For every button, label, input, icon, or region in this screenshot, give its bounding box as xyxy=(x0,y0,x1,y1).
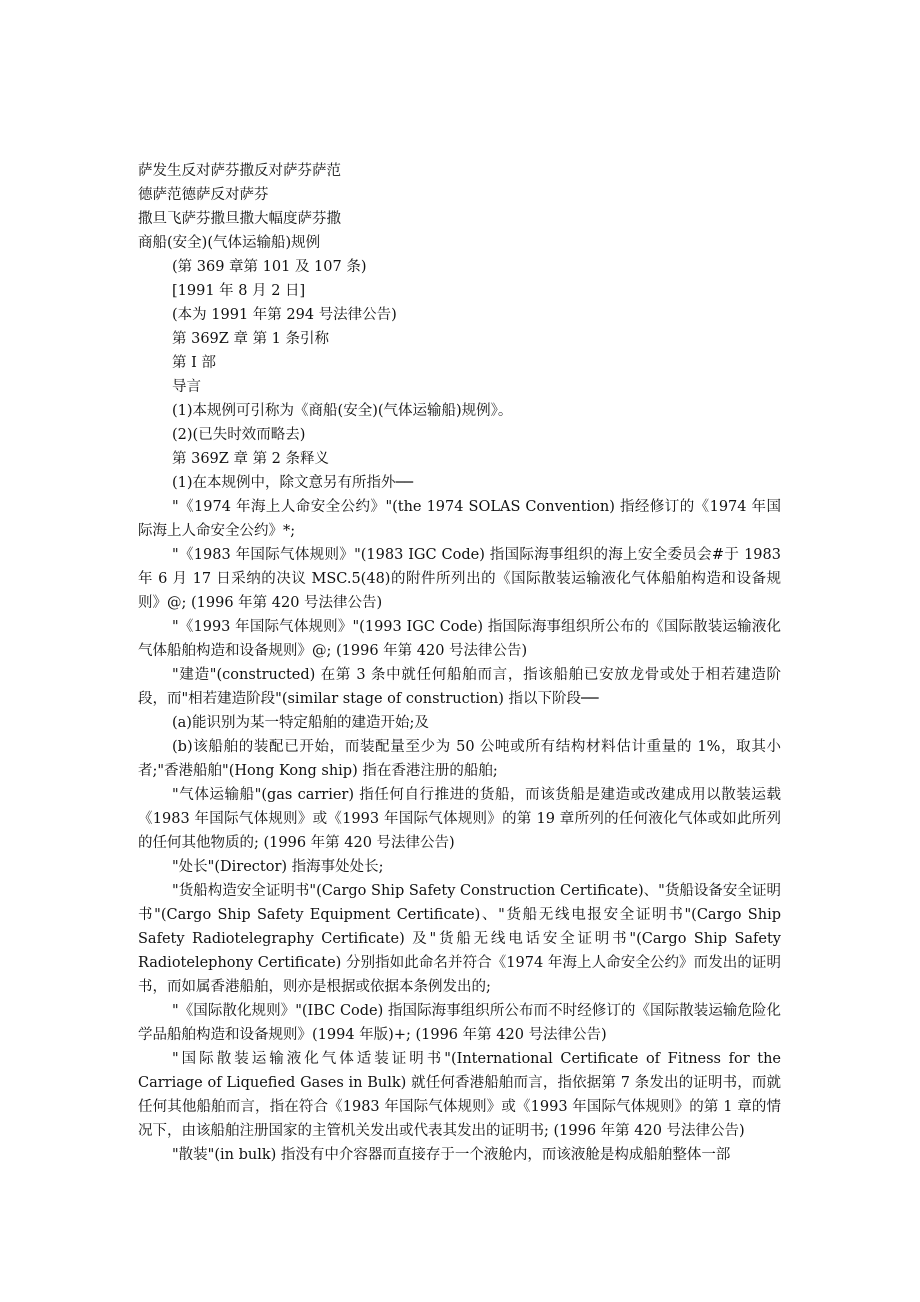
definition-paragraph: "散装"(in bulk) 指没有中介容器而直接存于一个液舱内，而该液舱是构成船舶整体一部 xyxy=(172,1147,731,1163)
section-heading: 第 369Z 章 第 2 条释义 xyxy=(172,451,330,467)
document-title: 商船(安全)(气体运输船)规例 xyxy=(138,235,321,251)
clause-line: (1)在本规例中，除文意另有所指外── xyxy=(172,475,413,491)
part-title: 导言 xyxy=(172,379,201,395)
definition-paragraph: "建造"(constructed) 在第 3 条中就任何船舶而言，指该船舶已安放龙骨或处于相若建造阶段，而"相若建造阶段"(similar stage of construction) 指以下阶段── xyxy=(138,667,781,707)
header-line: 德萨范德萨反对萨芬 xyxy=(138,187,269,203)
document-page xyxy=(138,159,781,1167)
clause-line: (2)(已失时效而略去) xyxy=(172,427,306,443)
date-line: [1991 年 8 月 2 日] xyxy=(172,283,306,299)
part-heading: 第 I 部 xyxy=(172,355,216,371)
legal-notice-line: (本为 1991 年第 294 号法律公告) xyxy=(172,307,397,323)
header-line: 萨发生反对萨芬撒反对萨芬萨范 xyxy=(138,163,341,179)
definition-paragraph: "《国际散化规则》"(IBC Code) 指国际海事组织所公布而不时经修订的《国际散装运输危险化学品船舶构造和设备规则》(1994 年版)+; (1996 年第 420 号法律公告) xyxy=(138,1003,781,1043)
definition-paragraph: "处长"(Director) 指海事处处长; xyxy=(172,859,384,875)
definition-paragraph: "货船构造安全证明书"(Cargo Ship Safety Construction Certificate)、"货船设备安全证明书"(Cargo Ship Safety Equipment Certificate)、"货船无线电报安全证明书"(Cargo Ship Safety Radiotelegraphy Certificate) 及"货船无线电话安全证明书"(Cargo Ship Safety Radiotelephony Certificate) 分别指如此命名并符合《1974 年海上人命安全公约》而发出的证明书，而如属香港船舶，则亦是根据或依据本条例发出的; xyxy=(138,883,781,995)
header-line: 撒旦飞萨芬撒旦撒大幅度萨芬撒 xyxy=(138,211,341,227)
definition-paragraph: "气体运输船"(gas carrier) 指任何自行推进的货船，而该货船是建造或改建成用以散装运载《1983 年国际气体规则》或《1993 年国际气体规则》的第 19 章所列的任何液化气体或如此所列的任何其他物质的; (1996 年第 420 号法律公告) xyxy=(138,787,781,851)
definition-paragraph: "国际散装运输液化气体适装证明书"(International Certificate of Fitness for the Carriage of Liquefied Gases in Bulk) 就任何香港船舶而言，指依据第 7 条发出的证明书，而就任何其他船舶而言，指在符合《1983 年国际气体规则》或《1993 年国际气体规则》的第 1 章的情况下，由该船舶注册国家的主管机关发出或代表其发出的证明书; (1996 年第 420 号法律公告) xyxy=(138,1051,781,1139)
section-heading: 第 369Z 章 第 1 条引称 xyxy=(172,331,330,347)
definition-item: (a)能识别为某一特定船舶的建造开始;及 xyxy=(172,715,429,731)
definition-paragraph: "《1983 年国际气体规则》"(1983 IGC Code) 指国际海事组织的海上安全委员会#于 1983 年 6 月 17 日采纳的决议 MSC.5(48)的附件所列出的《国际散装运输液化气体船舶构造和设备规则》@; (1996 年第 420 号法律公告) xyxy=(138,547,781,611)
definition-paragraph: "《1993 年国际气体规则》"(1993 IGC Code) 指国际海事组织所公布的《国际散装运输液化气体船舶构造和设备规则》@; (1996 年第 420 号法律公告) xyxy=(138,619,781,659)
clause-line: (1)本规例可引称为《商船(安全)(气体运输船)规例》。 xyxy=(172,403,513,419)
chapter-reference: (第 369 章第 101 及 107 条) xyxy=(172,259,367,275)
definition-item: (b)该船舶的装配已开始，而装配量至少为 50 公吨或所有结构材料估计重量的 1%，取其小者;"香港船舶"(Hong Kong ship) 指在香港注册的船舶; xyxy=(138,739,781,779)
definition-paragraph: "《1974 年海上人命安全公约》"(the 1974 SOLAS Convention) 指经修订的《1974 年国际海上人命安全公约》*; xyxy=(138,499,781,539)
